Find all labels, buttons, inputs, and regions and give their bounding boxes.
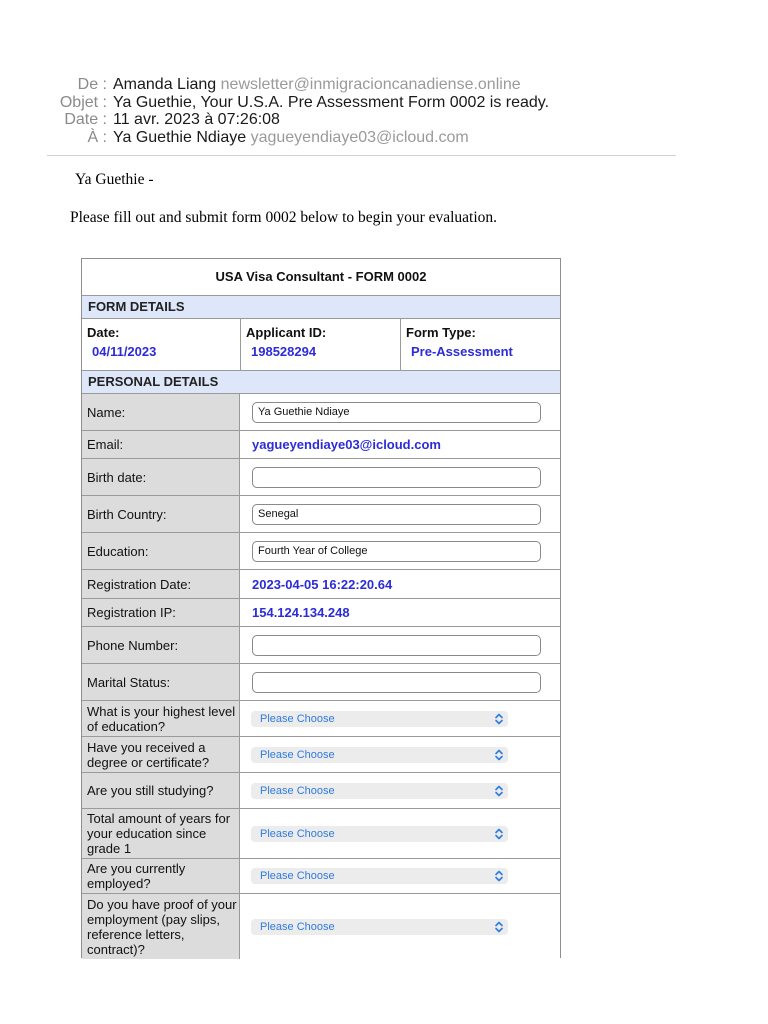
degree-select[interactable]: Please Choose (251, 747, 508, 763)
date-label: Date : (64, 111, 107, 128)
greeting: Ya Guethie - (75, 171, 154, 188)
email-row (82, 431, 560, 459)
birth-country-row (82, 496, 560, 533)
chevron-up-down-icon (493, 712, 505, 726)
from-label: De : (77, 76, 107, 93)
applicant-id-value: 198528294 (251, 344, 317, 359)
phone-input[interactable] (252, 635, 541, 656)
birth-date-label: Birth date: (82, 459, 240, 495)
instruction-text: Please fill out and submit form 0002 below to begin your evaluation. (70, 209, 498, 226)
question-label: Total amount of years for your education since grade 1 (82, 809, 240, 858)
question-row-education-years (82, 809, 560, 859)
registration-date-value: 2023-04-05 16:22:20.64 (252, 576, 393, 592)
registration-date-row (82, 570, 560, 599)
question-label: Do you have proof of your employment (pay slips, reference letters, contract)? (82, 894, 240, 959)
birth-date-row (82, 459, 560, 496)
sender-name: Amanda Liang (113, 76, 217, 93)
chevron-up-down-icon (493, 784, 505, 798)
personal-details-header: PERSONAL DETAILS (82, 371, 560, 394)
email-subject: Ya Guethie, Your U.S.A. Pre Assessment Form 0002 is ready. (113, 94, 550, 111)
employment-proof-select[interactable]: Please Choose (251, 919, 508, 935)
question-label: What is your highest level of education? (82, 701, 240, 736)
visa-form (81, 258, 561, 958)
form-title: USA Visa Consultant - FORM 0002 (82, 259, 560, 296)
applicant-id-cell (241, 319, 401, 370)
question-row-highest-education (82, 701, 560, 737)
form-type-label: Form Type: (406, 325, 476, 340)
recipient-name: Ya Guethie Ndiaye (113, 129, 247, 146)
name-row (82, 394, 560, 431)
subject-label: Objet : (59, 94, 107, 111)
question-label: Have you received a degree or certificate? (82, 737, 240, 772)
form-date-label: Date: (87, 325, 120, 340)
registration-ip-label: Registration IP: (82, 599, 240, 626)
form-type-value: Pre-Assessment (411, 344, 513, 359)
birth-date-input[interactable] (252, 467, 541, 488)
applicant-id-label: Applicant ID: (246, 325, 327, 340)
education-label: Education: (82, 533, 240, 569)
name-input[interactable] (252, 402, 541, 423)
form-details-header: FORM DETAILS (82, 296, 560, 319)
question-row-degree (82, 737, 560, 773)
email-date: 11 avr. 2023 à 07:26:08 (113, 111, 280, 128)
birth-country-input[interactable] (252, 504, 541, 525)
header-divider (47, 155, 676, 156)
date-cell (82, 319, 241, 370)
question-row-employment-proof (82, 894, 560, 959)
registration-date-label: Registration Date: (82, 570, 240, 598)
education-years-select[interactable]: Please Choose (251, 826, 508, 842)
education-row (82, 533, 560, 570)
employed-select[interactable]: Please Choose (251, 868, 508, 884)
question-label: Are you currently employed? (82, 859, 240, 893)
question-label: Are you still studying? (82, 773, 240, 808)
chevron-up-down-icon (493, 748, 505, 762)
email-label: Email: (82, 431, 240, 458)
chevron-up-down-icon (493, 920, 505, 934)
chevron-up-down-icon (493, 869, 505, 883)
form-details-row (82, 319, 560, 371)
sender-address[interactable]: newsletter@inmigracioncanadiense.online (220, 76, 521, 93)
email-value[interactable]: yagueyendiaye03@icloud.com (252, 437, 441, 452)
still-studying-select[interactable]: Please Choose (251, 783, 508, 799)
marital-row (82, 664, 560, 701)
marital-status-input[interactable] (252, 672, 541, 693)
recipient-address[interactable]: yagueyendiaye03@icloud.com (250, 129, 469, 146)
form-type-cell (401, 319, 560, 370)
form-date-value: 04/11/2023 (92, 344, 157, 359)
name-label: Name: (82, 394, 240, 430)
registration-ip-value: 154.124.134.248 (252, 605, 350, 620)
to-label: À : (87, 129, 107, 146)
marital-status-label: Marital Status: (82, 664, 240, 700)
registration-ip-row (82, 599, 560, 627)
education-input[interactable] (252, 541, 541, 562)
header-to-row (0, 128, 768, 148)
question-row-still-studying (82, 773, 560, 809)
birth-country-label: Birth Country: (82, 496, 240, 532)
header-date-row (0, 110, 768, 130)
phone-label: Phone Number: (82, 627, 240, 663)
highest-education-select[interactable]: Please Choose (251, 711, 508, 727)
chevron-up-down-icon (493, 827, 505, 841)
header-from-row (0, 75, 768, 95)
question-row-employed (82, 859, 560, 894)
phone-row (82, 627, 560, 664)
